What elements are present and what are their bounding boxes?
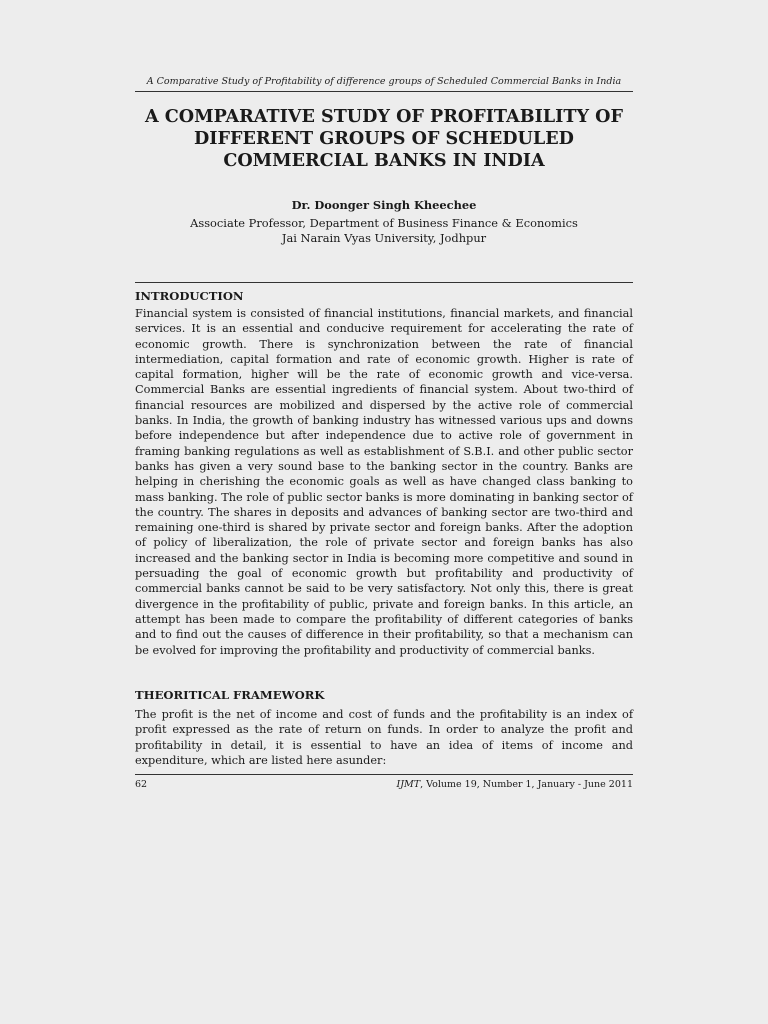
introduction-heading: INTRODUCTION — [135, 289, 244, 303]
paper-title: A COMPARATIVE STUDY OF PROFITABILITY OF DIFFERENT GROUPS OF SCHEDULED COMMERCIAL BANKS IN INDIA — [145, 106, 623, 171]
running-head: A Comparative Study of Profitability of difference groups of Scheduled Commercial Banks in India — [146, 76, 622, 87]
section-rule — [135, 282, 633, 283]
author-name: Dr. Doonger Singh Kheechee — [291, 198, 477, 212]
footer-rule — [135, 774, 633, 775]
header-rule — [135, 91, 633, 92]
affiliation-position: Associate Professor, Department of Business Finance & Economics — [190, 216, 578, 230]
journal-abbr: IJMT — [396, 779, 421, 790]
page-number: 62 — [135, 779, 148, 790]
framework-paragraph: The profit is the net of income and cost of funds and the profitability is an index of profit expressed as the rate of return on funds. In order to analyze the profit and profitability in detail, it is essential to have an idea of items of income and expenditure, which are listed here asunder: — [135, 708, 633, 767]
journal-details: , Volume 19, Number 1, January - June 2011 — [420, 779, 633, 790]
author-affiliation — [135, 216, 633, 246]
page-footer — [135, 779, 633, 790]
journal-citation — [397, 779, 634, 790]
framework-heading: THEORITICAL FRAMEWORK — [135, 688, 325, 702]
affiliation-university: Jai Narain Vyas University, Jodhpur — [281, 231, 487, 245]
introduction-paragraph: Financial system is consisted of financial institutions, financial markets, and financial services. It is an essential and conducive requirement for accelerating the rate of economic growth. There is synchronization between the rate of financial intermediation, capital formation and rate of economic growth. Higher is rate of capital formation, higher will be the rate of economic growth and vice-versa. Commercial Banks are essential ingredients of financial system. About two-third of financial resources are mobilized and dispersed by the active role of commercial banks. In India, the growth of banking industry has witnessed various ups and downs before independence but after independence due to active role of government in framing banking regulations as well as establishment of S.B.I. and other public sector banks has given a very sound base to the banking sector in the country. Banks are helping in cherishing the economic goals as well as have changed class banking to mass banking. The role of public sector banks is more dominating in banking sector of the country. The shares in deposits and advances of banking sector are two-third and remaining one-third is shared by private sector and foreign banks. After the adoption of policy of liberalization, the role of private sector and foreign banks has also increased and the banking sector in India is becoming more competitive and sound in persuading the goal of economic growth but profitability and productivity of commercial banks cannot be said to be very satisfactory. Not only this, there is great divergence in the profitability of public, private and foreign banks. In this article, an attempt has been made to compare the profitability of different categories of banks and to find out the causes of difference in their profitability, so that a mechanism can be evolved for improving the profitability and productivity of commercial banks. — [135, 307, 633, 657]
